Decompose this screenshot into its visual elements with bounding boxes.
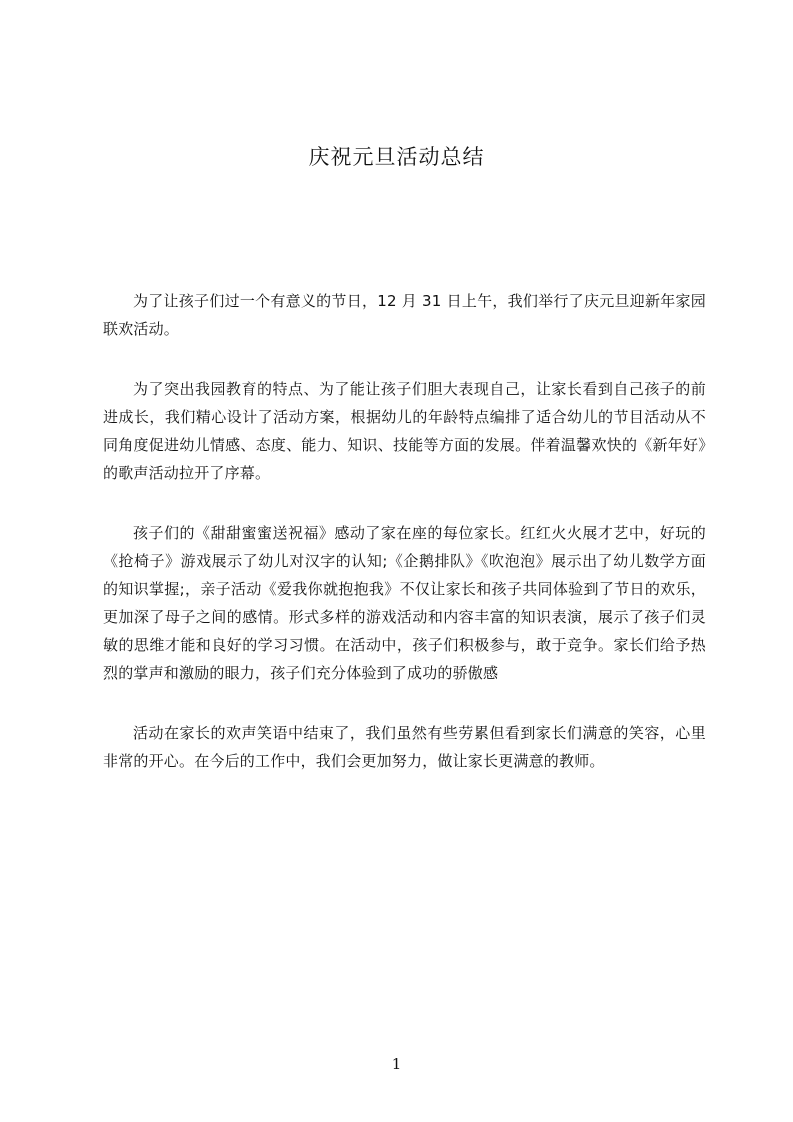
- paragraph-activities: 孩子们的《甜甜蜜蜜送祝福》感动了家在座的每位家长。红红火火展才艺中，好玩的《抢椅子》游戏展示了幼儿对汉字的认知;《企鹅排队》《吹泡泡》展示出了幼儿数学方面的知识掌握;，亲子活动《爱我你就抱抱我》不仅让家长和孩子共同体验到了节日的欢乐，更加深了母子之间的感情。形式多样的游戏活动和内容丰富的知识表演，展示了孩子们灵敏的思维才能和良好的学习习惯。在活动中，孩子们积极参与，敢于竞争。家长们给予热烈的掌声和激励的眼力，孩子们充分体验到了成功的骄傲感: [103, 524, 706, 682]
- paragraph-purpose: 为了突出我园教育的特点、为了能让孩子们胆大表现自己，让家长看到自己孩子的前进成长，我们精心设计了活动方案，根据幼儿的年龄特点编排了适合幼儿的节目活动从不同角度促进幼儿情感、态度、能力、知识、技能等方面的发展。伴着温馨欢快的《新年好》的歌声活动拉开了序幕。: [103, 380, 706, 482]
- paragraph-conclusion: 活动在家长的欢声笑语中结束了，我们虽然有些劳累但看到家长们满意的笑容，心里非常的开心。在今后的工作中，我们会更加努力，做让家长更满意的教师。: [103, 724, 706, 770]
- document-title: 庆祝元旦活动总结: [308, 145, 485, 169]
- page-number: 1: [391, 1055, 402, 1073]
- document-body: [103, 287, 706, 807]
- paragraph-intro: 为了让孩子们过一个有意义的节日，12 月 31 日上午，我们举行了庆元旦迎新年家园联欢活动。: [103, 292, 706, 338]
